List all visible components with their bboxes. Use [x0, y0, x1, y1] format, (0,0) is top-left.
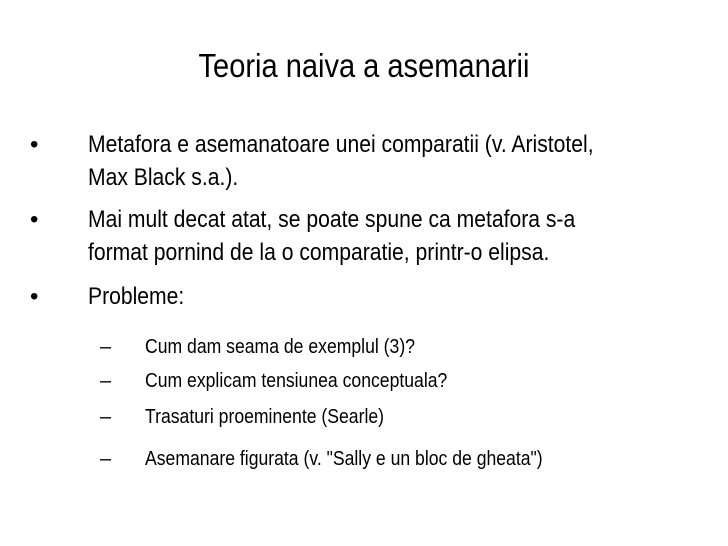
- bullet-text-line: Probleme:: [88, 283, 185, 310]
- sub-bullet-text: Cum dam seama de exemplul (3)?: [145, 336, 415, 358]
- slide-title: Teoria naiva a asemanarii: [198, 47, 530, 84]
- bullet-text-line: Max Black s.a.).: [88, 164, 239, 191]
- sub-bullet-marker: –: [100, 448, 112, 470]
- sub-bullet-marker: –: [100, 336, 112, 358]
- bullet-text-line: format pornind de la o comparatie, printr-o elipsa.: [88, 239, 550, 266]
- sub-bullet-text: Cum explicam tensiunea conceptuala?: [145, 370, 448, 392]
- bullet-text-line: Mai mult decat atat, se poate spune ca metafora s-a: [88, 206, 576, 233]
- sub-bullet-marker: –: [100, 406, 112, 428]
- bullet-text-line: Metafora e asemanatoare unei comparatii (v. Aristotel,: [88, 131, 594, 158]
- bullet-marker: •: [30, 131, 39, 158]
- sub-bullet-marker: –: [100, 370, 112, 392]
- bullet-marker: •: [30, 283, 39, 310]
- sub-bullet-text: Asemanare figurata (v. "Sally e un bloc de gheata"): [145, 448, 543, 470]
- sub-bullet-text: Trasaturi proeminente (Searle): [145, 406, 385, 428]
- bullet-marker: •: [30, 206, 39, 233]
